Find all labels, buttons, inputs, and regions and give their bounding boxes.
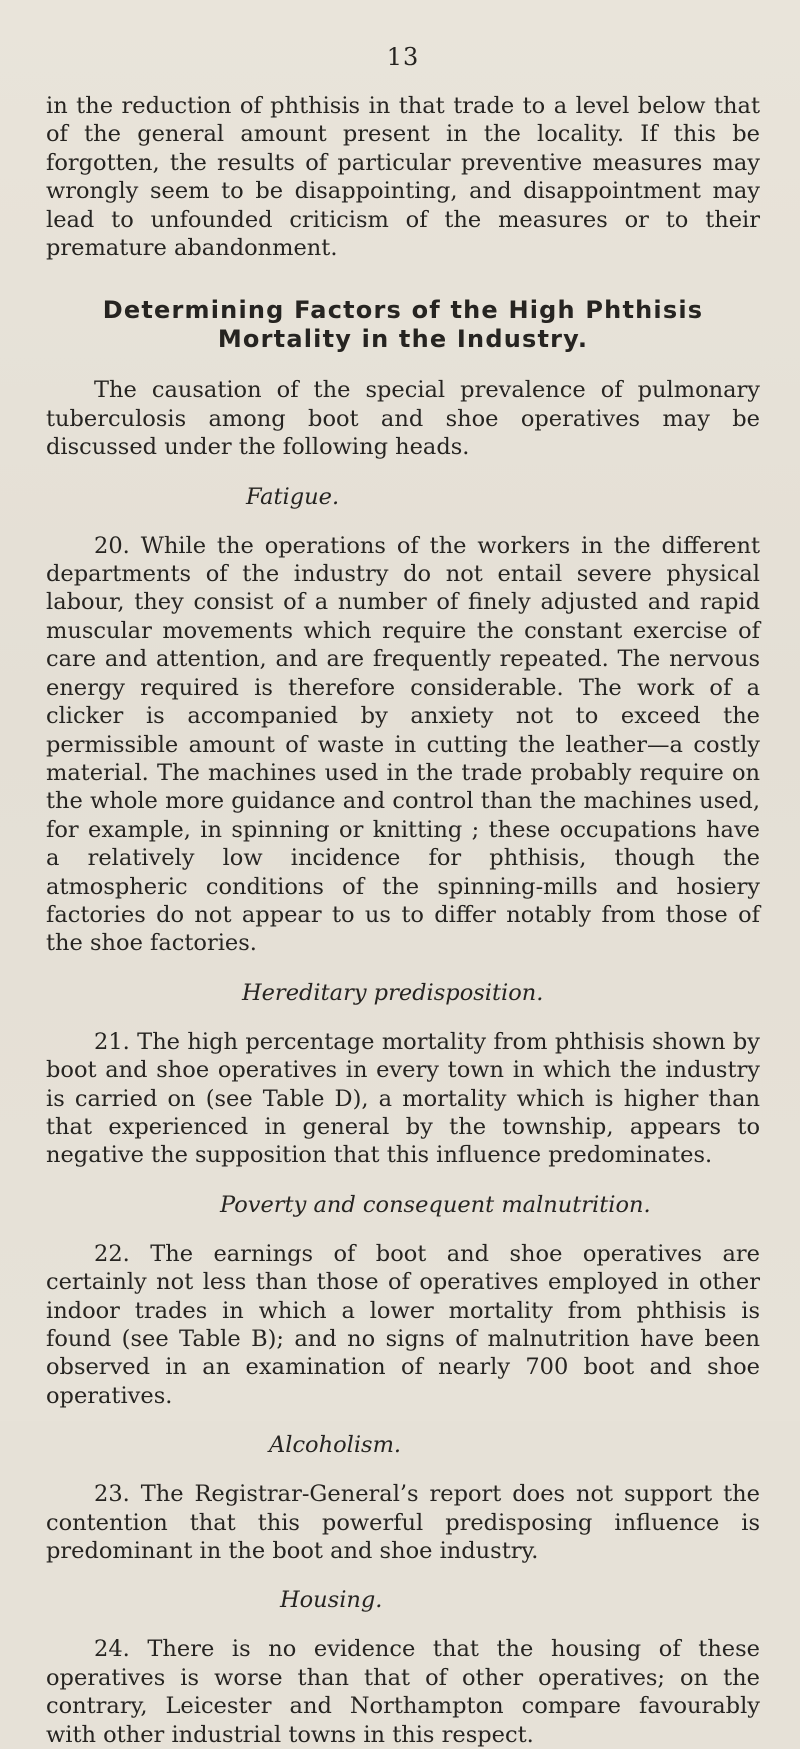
paragraph-23: 23. The Registrar-General’s report does not support the contention that this powerful predisposing influence is predominant in the boot and shoe industry. [46, 1481, 760, 1565]
subsection-heading-poverty: Poverty and consequent malnutrition. [220, 1191, 651, 1218]
paragraph-20: 20. While the operations of the workers in the different departments of the industry do not entail severe physical labour, they consist of a number of finely adjusted and rapid muscular movements which require the constant exercise of care and attention, and are frequently repeated. The nervous energy required is therefore considerable. The work of a clicker is accompanied by anxiety not to exceed the permissible amount of waste in cutting the leather—a costly material. The machines used in the trade probably require on the whole more guidance and control than the machines used, for example, in spinning or knitting ; these occupations have a relatively low incidence for phthisis, though the atmospheric conditions of the spinning-mills and hosiery factories do not appear to us to differ notably from those of the shoe factories. [46, 532, 760, 957]
paragraph-24: 24. There is no evidence that the housing of these operatives is worse than that of other operatives; on the contrary, Leicester and Northampton compare favourably with other industrial towns in this respect. [46, 1636, 760, 1748]
section-intro-paragraph: The causation of the special prevalence of pulmonary tuberculosis among boot and shoe operatives may be discussed under the following heads. [46, 377, 760, 461]
subsection-heading-fatigue: Fatigue. [246, 483, 340, 510]
paragraph-21: 21. The high percentage mortality from phthisis shown by boot and shoe operatives in every town in which the industry is carried on (see Table D), a mortality which is higher than that experienced in general by the township, appears to negative the supposition that this influence predominates. [46, 1028, 760, 1169]
paragraph-22: 22. The earnings of boot and shoe operatives are certainly not less than those of operatives employed in other indoor trades in which a lower mortality from phthisis is found (see Table B); and no signs of malnutrition have been observed in an examination of nearly 700 boot and shoe operatives. [46, 1240, 760, 1409]
page-number: 13 [386, 43, 420, 71]
subsection-heading-housing: Housing. [280, 1587, 383, 1614]
intro-paragraph: in the reduction of phthisis in that trade to a level below that of the general amount present in the locality. If this be forgotten, the results of particular preventive measures may wrongly seem to be disappointing, and disappointment may lead to unfounded criticism of the measures or to their premature abandonment. [46, 93, 760, 262]
subsection-heading-alcoholism: Alcoholism. [269, 1432, 402, 1459]
subsection-heading-hereditary: Hereditary predisposition. [242, 979, 544, 1006]
section-heading: Determining Factors of the High Phthisis Mortality in the Industry. [102, 296, 704, 354]
